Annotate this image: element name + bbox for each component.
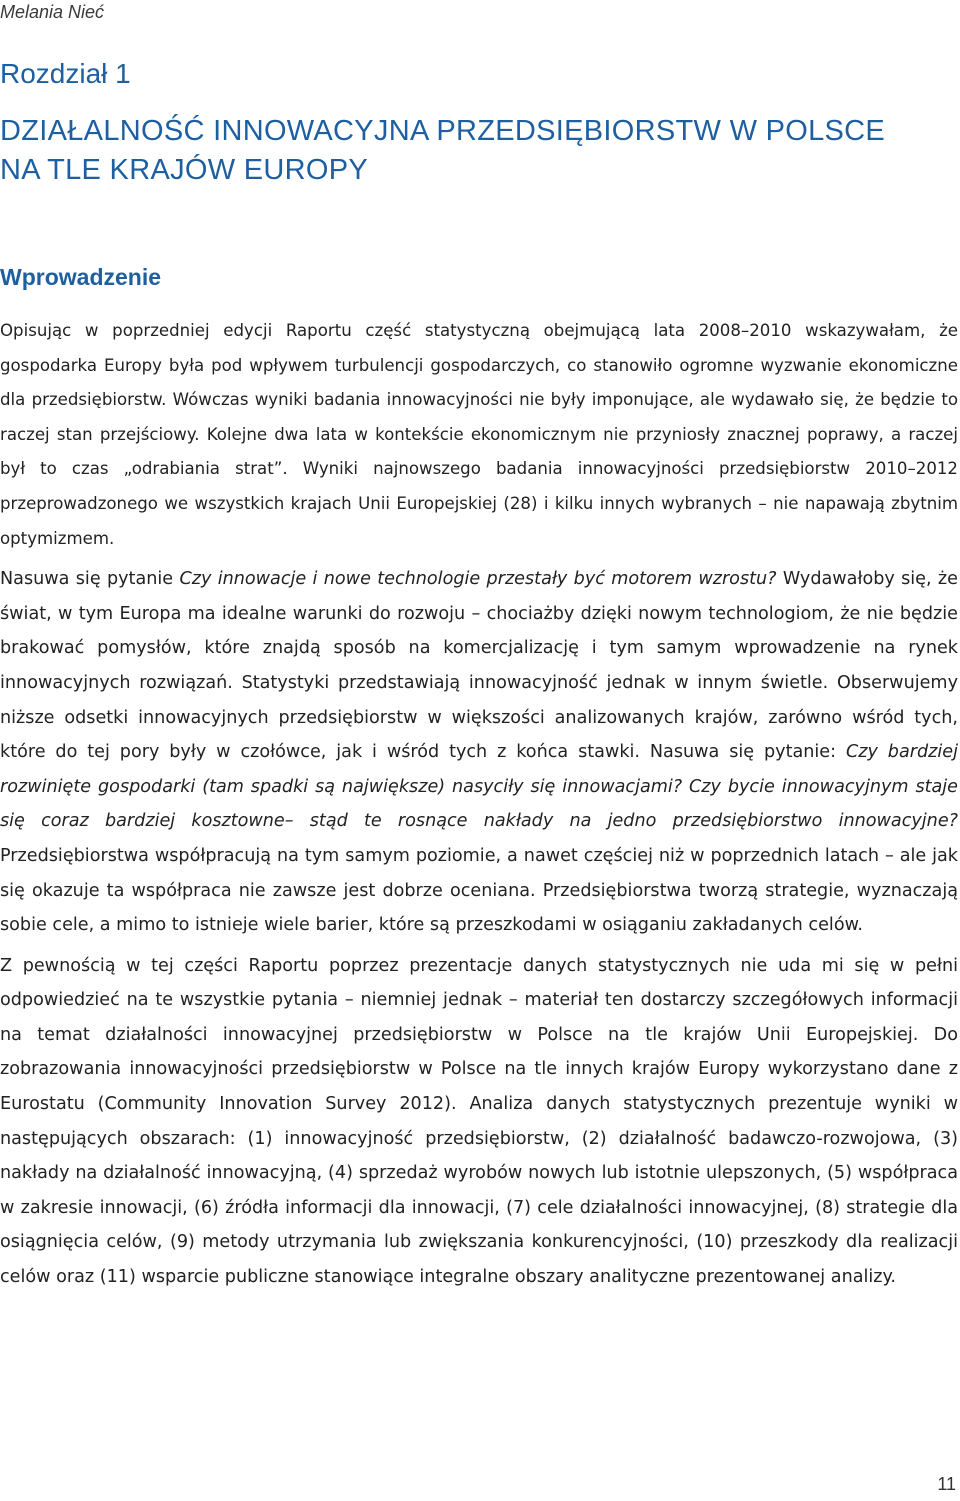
author-name: Melania Nieć [0, 2, 105, 22]
chapter-title-line-1: DZIAŁALNOŚĆ INNOWACYJNA PRZEDSIĘBIORSTW W POLSCE [0, 115, 886, 147]
section-heading: Wprowadzenie [0, 264, 162, 290]
page-number: 11 [937, 1474, 956, 1494]
body-text [0, 314, 958, 1301]
paragraph-2-part-e: Przedsiębiorstwa współpracują na tym samym poziomie, a nawet częściej niż w poprzednich latach – ale jak się okazuje ta współpraca nie zawsze jest dobrze oceniana. Przedsiębiorstwa tworzą strategie, wyznaczają sobie cele, a mimo to istnieje wiele barier, które są przeszkodami w osiąganiu zakładanych celów. [0, 845, 958, 936]
paragraph-2-question-2: Czy bardziej rozwinięte gospodarki (tam spadki są największe) nasyciły się innowacjami? Czy bycie innowacyjnym staje się coraz bardziej kosztowne– stąd te rosnące nakłady na jedno przedsiębiorstwo innowacyjne? [0, 742, 958, 832]
paragraph-3: Z pewnością w tej części Raportu poprzez prezentacje danych statystycznych nie uda mi się w pełni odpowiedzieć na te wszystkie pytania – niemniej jednak – materiał ten dostarczy szczegółowych informacji na temat działalności innowacyjnej przedsiębiorstw w Polsce na tle krajów Unii Europejskiej. Do zobrazowania innowacyjności przedsiębiorstw w Polsce na tle innych krajów Europy wykorzystano dane z Eurostatu (Community Innovation Survey 2012). Analiza danych statystycznych prezentuje wyniki w następujących obszarach: (1) innowacyjność przedsiębiorstw, (2) działalność badawczo-rozwojowa, (3) nakłady na działalność innowacyjną, (4) sprzedaż wyrobów nowych lub istotnie ulepszonych, (5) współpraca w zakresie innowacji, (6) źródła informacji dla innowacji, (7) cele działalności innowacyjnej, (8) strategie dla osiągnięcia celów, (9) metody utrzymania lub zwiększania konkurencyjności, (10) przeszkody dla realizacji celów oraz (11) wsparcie publiczne stanowiące integralne obszary analityczne prezentowanej analizy. [0, 955, 958, 1288]
paragraph-1: Opisując w poprzedniej edycji Raportu część statystyczną obejmującą lata 2008–2010 wskazywałam, że gospodarka Europy była pod wpływem turbulencji gospodarczych, co stanowiło ogromne wyzwanie ekonomiczne dla przedsiębiorstw. Wówczas wyniki badania innowacyjności nie były imponujące, ale wydawało się, że będzie to raczej stan przejściowy. Kolejne dwa lata w kontekście ekonomicznym nie przyniosły znacznej poprawy, a raczej był to czas „odrabiania strat”. Wyniki najnowszego badania innowacyjności przedsiębiorstw 2010–2012 przeprowadzonego we wszystkich krajach Unii Europejskiej (28) i kilku innych wybranych – nie napawają zbytnim optymizmem. [0, 321, 958, 548]
chapter-title [0, 112, 960, 190]
chapter-title-line-2: NA TLE KRAJÓW EUROPY [0, 154, 369, 186]
chapter-label: Rozdział 1 [0, 58, 131, 89]
paragraph-2 [0, 562, 958, 943]
paragraph-2-question-1: Czy innowacje i nowe technologie przestały być motorem wzrostu? [179, 569, 777, 590]
paragraph-2-part-a: Nasuwa się pytanie [0, 569, 180, 590]
paragraph-2-part-c: Wydawałoby się, że świat, w tym Europa ma idealne warunki do rozwoju – chociażby dzięki nowym technologiom, że nie będzie brakować pomysłów, które znajdą sposób na komercjalizację i tym samym wprowadzenie na rynek innowacyjnych rozwiązań. Statystyki przedstawiają innowacyjność jednak w innym świetle. Obserwujemy niższe odsetki innowacyjnych przedsiębiorstw w większości analizowanych krajów, zarówno wśród tych, które do tej pory były w czołówce, jak i wśród tych z końca stawki. Nasuwa się pytanie: [0, 569, 958, 763]
